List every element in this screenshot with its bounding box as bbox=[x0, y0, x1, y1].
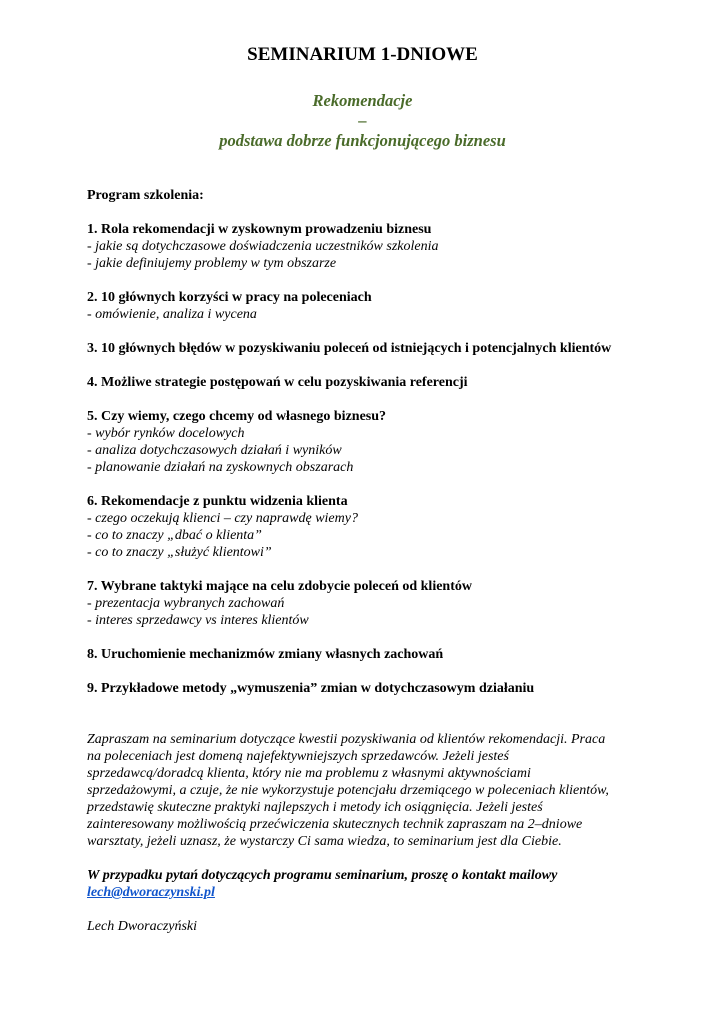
section-9 bbox=[87, 680, 647, 697]
invitation-paragraph bbox=[87, 731, 647, 850]
section-heading: 7. Wybrane taktyki mające na celu zdobycie poleceń od klientów bbox=[87, 579, 472, 594]
section-item: - planowanie działań na zyskownych obszarach bbox=[87, 460, 354, 475]
invitation-line: sprzedażowymi, a czuje, że nie wykorzystuje potencjału drzemiącego w poleceniach klientów, bbox=[87, 783, 609, 798]
program-heading: Program szkolenia: bbox=[87, 188, 204, 203]
section-item: - czego oczekują klienci – czy naprawdę wiemy? bbox=[87, 511, 358, 526]
invitation-line: na poleceniach jest domeną najefektywniejszych sprzedawców. Jeżeli jesteś bbox=[87, 749, 509, 764]
invitation-line: sprzedawcą/doradcą klienta, który nie ma problemu z własnymi aktywnościami bbox=[87, 766, 531, 781]
subtitle-line-1: Rekomendacje bbox=[312, 91, 413, 110]
subtitle bbox=[0, 91, 725, 151]
section-5 bbox=[87, 408, 647, 476]
section-6 bbox=[87, 493, 647, 561]
section-item: - co to znaczy „służyć klientowi” bbox=[87, 545, 272, 560]
section-item: - omówienie, analiza i wycena bbox=[87, 307, 257, 322]
document-body bbox=[87, 187, 647, 935]
section-heading: 1. Rola rekomendacji w zyskownym prowadzeniu biznesu bbox=[87, 222, 432, 237]
section-item: - prezentacja wybranych zachowań bbox=[87, 596, 285, 611]
section-heading: 6. Rekomendacje z punktu widzenia klienta bbox=[87, 494, 348, 509]
page-title: SEMINARIUM 1-DNIOWE bbox=[247, 44, 478, 65]
contact-text: W przypadku pytań dotyczących programu seminarium, proszę o kontakt mailowy bbox=[87, 868, 558, 883]
section-4 bbox=[87, 374, 647, 391]
section-heading: 5. Czy wiemy, czego chcemy od własnego biznesu? bbox=[87, 409, 387, 424]
invitation-line: Zapraszam na seminarium dotyczące kwestii pozyskiwania od klientów rekomendacji. Praca bbox=[87, 732, 606, 747]
section-3 bbox=[87, 340, 647, 357]
section-item: - co to znaczy „dbać o klienta” bbox=[87, 528, 262, 543]
section-item: - wybór rynków docelowych bbox=[87, 426, 245, 441]
contact-email-link[interactable]: lech@dworaczynski.pl bbox=[87, 885, 215, 900]
section-heading: 8. Uruchomienie mechanizmów zmiany własnych zachowań bbox=[87, 647, 444, 662]
invitation-line: warsztaty, jeżeli uznasz, że wystarczy Ci sama wiedza, to seminarium jest dla Ciebie. bbox=[87, 834, 562, 849]
section-heading: 2. 10 głównych korzyści w pracy na poleceniach bbox=[87, 290, 372, 305]
invitation-line: zainteresowany możliwością przećwiczenia skutecznych technik zapraszam na 2–dniowe bbox=[87, 817, 583, 832]
section-item: - interes sprzedawcy vs interes klientów bbox=[87, 613, 309, 628]
section-heading: 4. Możliwe strategie postępowań w celu pozyskiwania referencji bbox=[87, 375, 468, 390]
section-2 bbox=[87, 289, 647, 323]
section-8 bbox=[87, 646, 647, 663]
invitation-line: przedstawię skuteczne praktyki najlepszych i metody ich osiągnięcia. Jeżeli jesteś bbox=[87, 800, 543, 815]
subtitle-dash: – bbox=[358, 111, 367, 130]
section-item: - analiza dotychczasowych działań i wyników bbox=[87, 443, 342, 458]
section-item: - jakie są dotychczasowe doświadczenia uczestników szkolenia bbox=[87, 239, 439, 254]
section-1 bbox=[87, 221, 647, 272]
section-item: - jakie definiujemy problemy w tym obszarze bbox=[87, 256, 337, 271]
subtitle-line-3: podstawa dobrze funkcjonującego biznesu bbox=[219, 131, 506, 150]
section-heading: 3. 10 głównych błędów w pozyskiwaniu poleceń od istniejących i potencjalnych klientów bbox=[87, 341, 612, 356]
contact-block bbox=[87, 867, 647, 901]
signature: Lech Dworaczyński bbox=[87, 919, 198, 934]
section-heading: 9. Przykładowe metody „wymuszenia” zmian w dotychczasowym działaniu bbox=[87, 681, 535, 696]
section-7 bbox=[87, 578, 647, 629]
